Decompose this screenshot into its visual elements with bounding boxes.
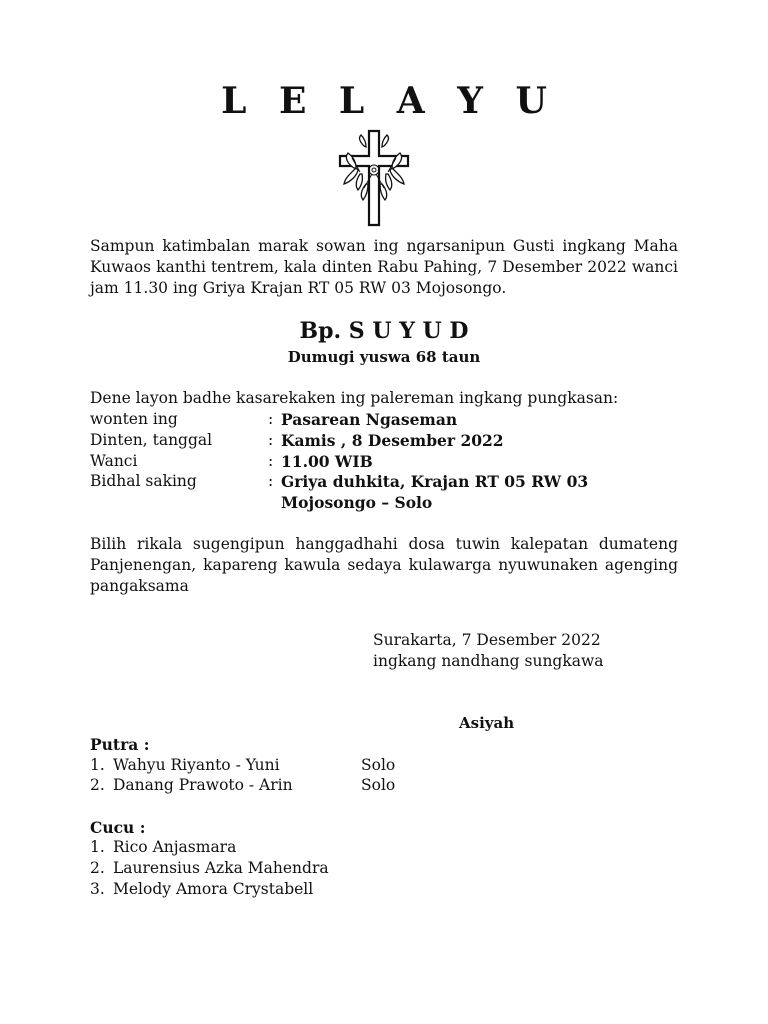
list-number: 1. xyxy=(90,838,105,856)
list-name: Rico Anjasmara xyxy=(113,838,237,856)
row-label: wonten ing xyxy=(90,410,178,428)
signature-name: Asiyah xyxy=(459,714,515,732)
deceased-age: Dumugi yuswa 68 taun xyxy=(287,348,481,366)
list-item xyxy=(90,880,313,898)
list-number: 2. xyxy=(90,776,105,794)
row-value: 11.00 WIB xyxy=(281,452,373,471)
funeral-row-departure xyxy=(90,472,690,493)
apology-paragraph: Bilih rikala sugengipun hanggadhahi dosa tuwin kalepatan dumateng Panjenengan, kapareng kawula sedaya kulawarga nyuwunaken agenging pangaksama xyxy=(90,535,678,595)
list-city: Solo xyxy=(361,756,396,774)
signature-mourner-line: ingkang nandhang sungkawa xyxy=(373,652,604,670)
announcement-paragraph: Sampun katimbalan marak sowan ing ngarsanipun Gusti ingkang Maha Kuwaos kanthi tentrem, kala dinten Rabu Pahing, 7 Desember 2022 wanci jam 11.30 ing Griya Krajan RT 05 RW 03 Mojosongo. xyxy=(90,237,678,297)
list-name: Melody Amora Crystabell xyxy=(113,880,314,898)
grandchildren-heading: Cucu : xyxy=(90,818,146,837)
row-colon: : xyxy=(268,410,274,428)
funeral-row-date xyxy=(90,431,690,452)
deceased-name: Bp. S U Y U D xyxy=(299,318,469,344)
signature-place-date: Surakarta, 7 Desember 2022 xyxy=(373,631,601,649)
list-number: 2. xyxy=(90,859,105,877)
list-name: Danang Prawoto - Arin xyxy=(113,776,293,794)
row-label: Dinten, tanggal xyxy=(90,431,213,449)
row-colon: : xyxy=(268,472,274,490)
children-heading: Putra : xyxy=(90,735,150,754)
row-value: Mojosongo – Solo xyxy=(281,493,433,512)
row-value: Kamis , 8 Desember 2022 xyxy=(281,431,504,450)
cross-with-lilies-icon xyxy=(334,128,414,228)
list-item xyxy=(90,756,396,774)
row-value: Pasarean Ngaseman xyxy=(281,410,458,429)
list-name: Laurensius Azka Mahendra xyxy=(113,859,329,877)
funeral-row-time xyxy=(90,452,690,473)
page-title: L E L A Y U xyxy=(221,80,557,122)
list-item xyxy=(90,838,236,856)
row-colon: : xyxy=(268,431,274,449)
list-city: Solo xyxy=(361,776,396,794)
list-item xyxy=(90,776,396,794)
list-number: 1. xyxy=(90,756,105,774)
list-number: 3. xyxy=(90,880,105,898)
list-item xyxy=(90,859,329,877)
row-colon: : xyxy=(268,452,274,470)
row-label: Bidhal saking xyxy=(90,472,197,490)
list-name: Wahyu Riyanto - Yuni xyxy=(113,756,280,774)
row-label: Wanci xyxy=(90,452,138,470)
funeral-row-departure-cont xyxy=(90,493,690,514)
row-value: Griya duhkita, Krajan RT 05 RW 03 xyxy=(281,472,589,491)
funeral-intro: Dene layon badhe kasarekaken ing palereman ingkang pungkasan: xyxy=(90,389,619,407)
funeral-row-location xyxy=(90,410,690,431)
